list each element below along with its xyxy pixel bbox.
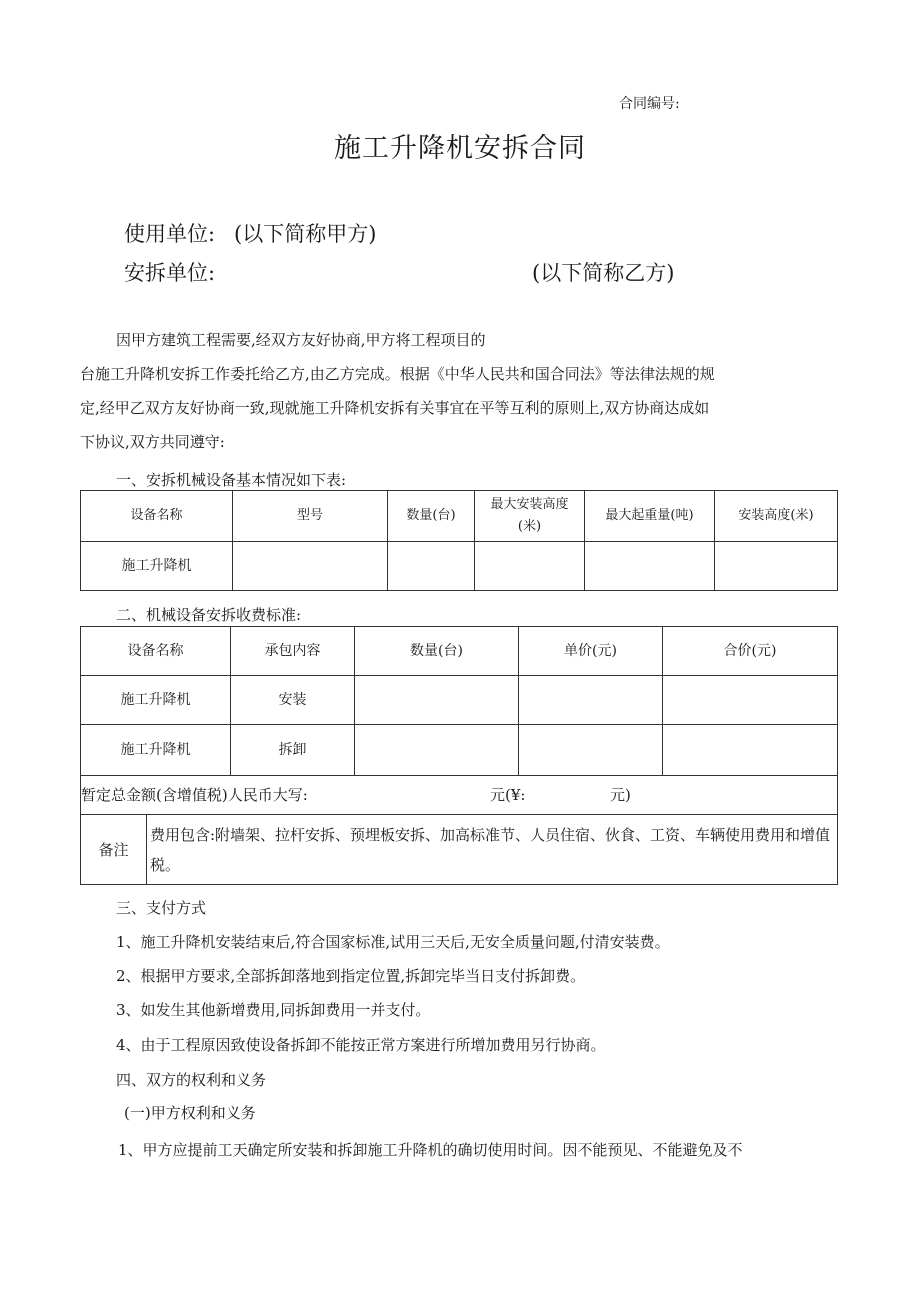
table-cell [475, 542, 585, 591]
contract-number-label: 合同编号: [619, 96, 680, 112]
table-cell [663, 676, 838, 725]
table-cell: 安装 [231, 676, 355, 725]
table-row [81, 542, 838, 591]
table-header-row [81, 491, 838, 542]
table-cell [355, 676, 519, 725]
header-cell: 设备名称 [81, 491, 233, 542]
table-cell: 施工升降机 [81, 542, 233, 591]
table-header-row [81, 627, 838, 676]
table-cell [519, 676, 663, 725]
note-row [81, 815, 838, 885]
header-cell: 安装高度(米) [715, 491, 838, 542]
total-yuan-close: 元) [610, 786, 631, 804]
table-cell [388, 542, 475, 591]
intro-line-3: 定,经甲乙双方友好协商一致,现就施工升降机安拆有关事宜在平等互利的原则上,双方协商达成如 [80, 399, 710, 417]
table-row [81, 676, 838, 725]
table-cell: 施工升降机 [81, 676, 231, 725]
header-cell: 合价(元) [663, 627, 838, 676]
table-cell [585, 542, 715, 591]
installer-unit-label: 安拆单位: [124, 261, 216, 285]
total-yuan-open: 元(¥: [490, 786, 526, 804]
section-3-heading: 三、支付方式 [116, 899, 207, 917]
intro-line-4: 下协议,双方共同遵守: [80, 433, 225, 451]
payment-item-4: 4、由于工程原因致使设备拆卸不能按正常方案进行所增加费用另行协商。 [116, 1036, 606, 1054]
table-row [81, 725, 838, 776]
payment-item-1: 1、施工升降机安装结束后,符合国家标准,试用三天后,无安全质量问题,付清安装费。 [116, 933, 670, 951]
section-2-heading: 二、机械设备安拆收费标准: [116, 606, 302, 624]
table-cell [355, 725, 519, 776]
note-label: 备注 [81, 815, 147, 885]
table-cell [715, 542, 838, 591]
header-cell: 承包内容 [231, 627, 355, 676]
section-4-heading: 四、双方的权利和义务 [116, 1071, 267, 1089]
section-1-heading: 一、安拆机械设备基本情况如下表: [116, 471, 347, 489]
header-cell: 型号 [233, 491, 388, 542]
section-4-subheading: (一)甲方权利和义务 [124, 1104, 256, 1122]
intro-line-2: 台施工升降机安拆工作委托给乙方,由乙方完成。根据《中华人民共和国合同法》等法律法规的规 [80, 365, 715, 383]
table-cell [233, 542, 388, 591]
header-cell: 单价(元) [519, 627, 663, 676]
user-unit-label: 使用单位: [124, 222, 216, 246]
user-unit-alias: (以下简称甲方) [234, 222, 377, 246]
payment-item-2: 2、根据甲方要求,全部拆卸落地到指定位置,拆卸完毕当日支付拆卸费。 [116, 967, 586, 985]
installer-unit-alias: (以下简称乙方) [532, 261, 675, 285]
table-cell [519, 725, 663, 776]
total-amount-cell [81, 776, 838, 815]
header-cell: 最大起重量(吨) [585, 491, 715, 542]
table-cell [663, 725, 838, 776]
party-a-item-1: 1、甲方应提前工天确定所安装和拆卸施工升降机的确切使用时间。因不能预见、不能避免及不 [118, 1141, 743, 1159]
fee-standard-table [80, 626, 838, 885]
header-cell: 数量(台) [355, 627, 519, 676]
header-cell: 数量(台) [388, 491, 475, 542]
equipment-info-table [80, 490, 838, 591]
total-amount-label: 暂定总金额(含增值税)人民币大写: [81, 786, 308, 804]
note-text: 费用包含:附墙架、拉杆安拆、预埋板安拆、加高标准节、人员住宿、伙食、工资、车辆使用费用和增值税。 [147, 815, 838, 885]
table-cell: 施工升降机 [81, 725, 231, 776]
total-amount-row [81, 776, 838, 815]
intro-line-1: 因甲方建筑工程需要,经双方友好协商,甲方将工程项目的 [116, 331, 486, 349]
header-cell: 最大安装高度(米) [475, 491, 585, 542]
header-cell: 设备名称 [81, 627, 231, 676]
document-title: 施工升降机安拆合同 [334, 133, 586, 164]
table-cell: 拆卸 [231, 725, 355, 776]
payment-item-3: 3、如发生其他新增费用,同拆卸费用一并支付。 [116, 1001, 431, 1019]
